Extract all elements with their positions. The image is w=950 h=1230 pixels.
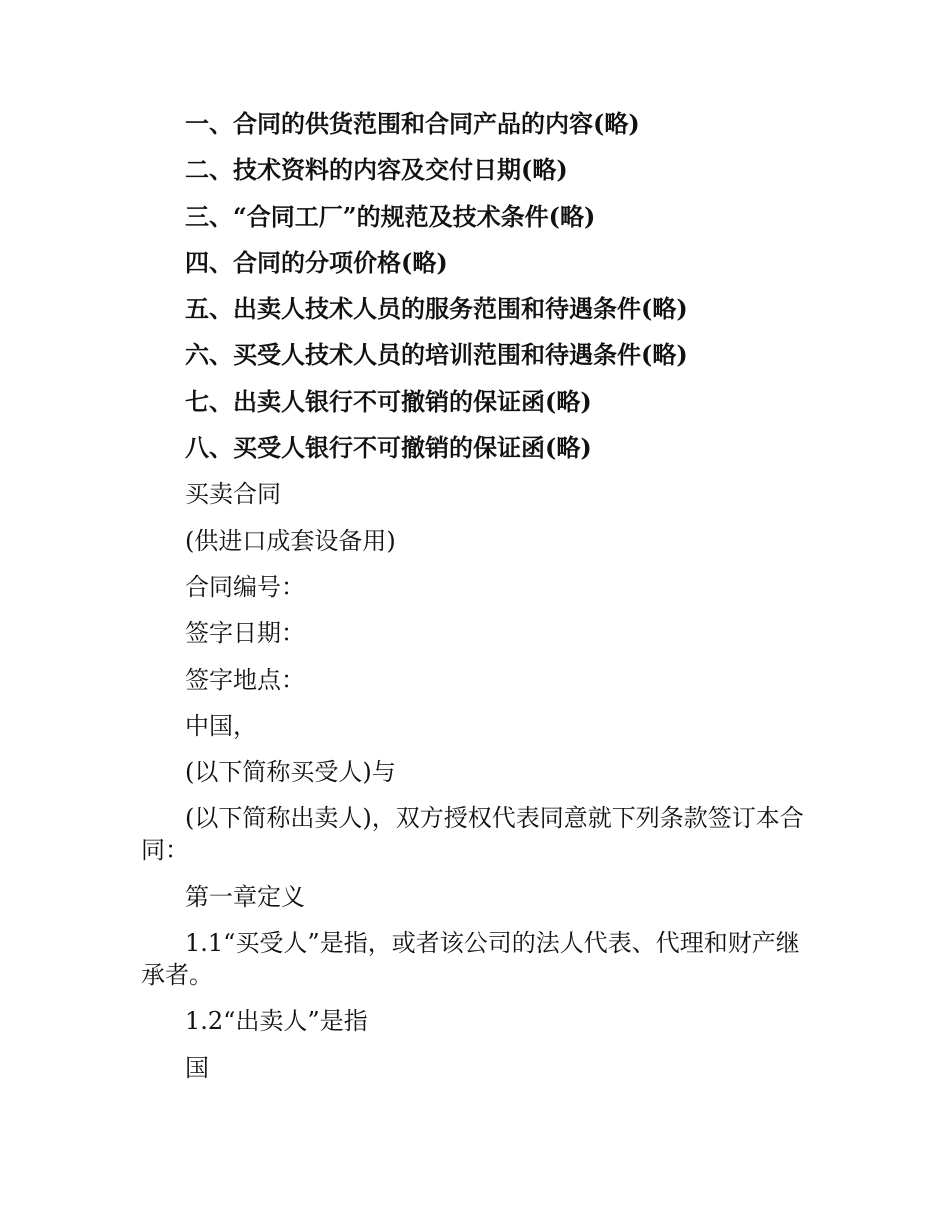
appendix-item-8: 八、买受人银行不可撤销的保证函(略) bbox=[185, 433, 592, 463]
appendix-item-5: 五、出卖人技术人员的服务范围和待遇条件(略) bbox=[185, 294, 688, 324]
definition-1-1: 1.1“买受人”是指，或者该公司的法人代表、代理和财产继承者。 bbox=[141, 929, 800, 990]
buyer-intro: (以下简称买受人)与 bbox=[185, 758, 396, 787]
document-body bbox=[141, 108, 821, 1098]
contract-number-label: 合同编号： bbox=[185, 572, 305, 601]
seller-country: 国 bbox=[185, 1053, 209, 1082]
sign-date-label: 签字日期： bbox=[185, 619, 305, 648]
appendix-item-1: 一、合同的供货范围和合同产品的内容(略) bbox=[185, 109, 640, 138]
contract-subtitle: (供进口成套设备用) bbox=[185, 526, 396, 555]
sign-place-label: 签字地点： bbox=[185, 665, 305, 694]
appendix-item-4: 四、合同的分项价格(略) bbox=[185, 247, 448, 277]
definition-1-2: 1.2“出卖人”是指 bbox=[185, 1007, 368, 1036]
chapter-one-heading: 第一章定义 bbox=[185, 882, 305, 911]
contract-title: 买卖合同 bbox=[185, 480, 281, 509]
appendix-item-3: 三、“合同工厂”的规范及技术条件(略) bbox=[185, 201, 596, 231]
appendix-item-6: 六、买受人技术人员的培训范围和待遇条件(略) bbox=[185, 340, 688, 370]
appendix-item-7: 七、出卖人银行不可撤销的保证函(略) bbox=[185, 386, 592, 416]
appendix-item-2: 二、技术资料的内容及交付日期(略) bbox=[185, 155, 568, 185]
buyer-country: 中国， bbox=[185, 711, 257, 740]
seller-intro: (以下简称出卖人)，双方授权代表同意就下列条款签订本合同： bbox=[141, 804, 804, 865]
